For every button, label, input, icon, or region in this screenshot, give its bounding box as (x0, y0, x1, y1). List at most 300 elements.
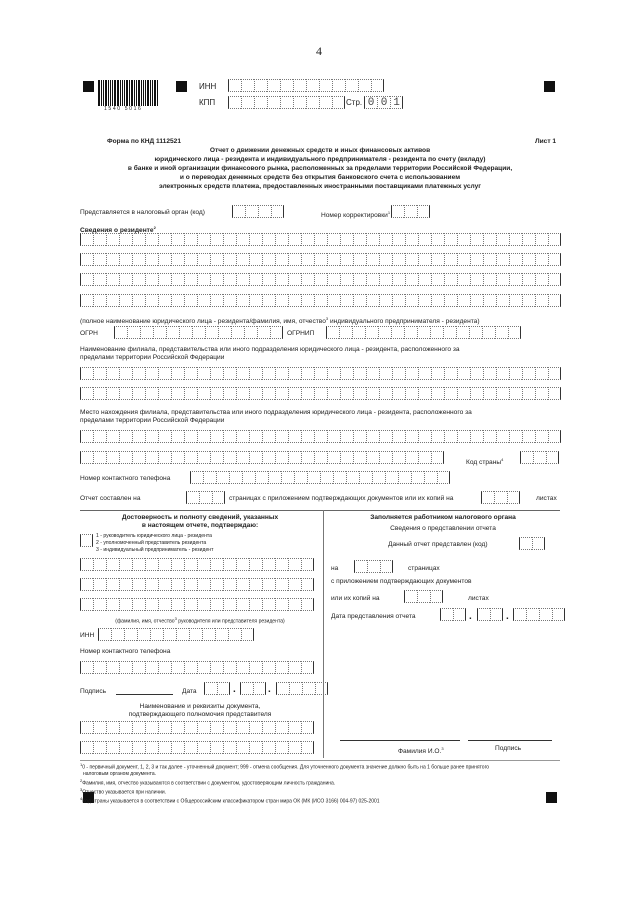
input-cell[interactable] (249, 294, 262, 307)
input-cell[interactable] (249, 741, 262, 754)
presentation-day-cells[interactable] (440, 608, 466, 621)
input-cell[interactable] (535, 253, 548, 266)
input-cell[interactable] (392, 273, 405, 286)
input-cell[interactable] (249, 661, 262, 674)
input-cell[interactable] (522, 367, 535, 380)
input-cell[interactable] (184, 253, 197, 266)
input-cell[interactable] (132, 273, 145, 286)
input-cell[interactable] (288, 430, 301, 443)
input-cell[interactable] (197, 253, 210, 266)
input-cell[interactable] (197, 558, 210, 571)
input-cell[interactable] (359, 471, 372, 484)
input-cell[interactable] (197, 721, 210, 734)
input-cell[interactable] (106, 721, 119, 734)
input-cell[interactable] (236, 558, 249, 571)
input-cell[interactable] (548, 430, 561, 443)
input-cell[interactable] (378, 326, 391, 339)
input-cell[interactable] (210, 430, 223, 443)
input-cell[interactable] (513, 608, 526, 621)
input-cell[interactable] (223, 233, 236, 246)
input-cell[interactable] (535, 430, 548, 443)
input-cell[interactable] (184, 598, 197, 611)
branch-location-row[interactable] (80, 430, 561, 443)
input-cell[interactable] (275, 578, 288, 591)
input-cell[interactable] (132, 558, 145, 571)
input-cell[interactable] (483, 273, 496, 286)
input-cell[interactable] (184, 578, 197, 591)
input-cell[interactable] (236, 598, 249, 611)
input-cell[interactable] (236, 741, 249, 754)
input-cell[interactable] (197, 294, 210, 307)
input-cell[interactable] (453, 608, 466, 621)
input-cell[interactable] (210, 233, 223, 246)
input-cell[interactable] (80, 430, 93, 443)
input-cell[interactable] (288, 451, 301, 464)
input-cell[interactable] (275, 387, 288, 400)
input-cell[interactable] (132, 578, 145, 591)
input-cell[interactable] (184, 741, 197, 754)
input-cell[interactable] (552, 608, 565, 621)
input-cell[interactable] (119, 233, 132, 246)
input-cell[interactable] (80, 558, 93, 571)
input-cell[interactable] (443, 326, 456, 339)
input-cell[interactable] (358, 79, 371, 92)
input-cell[interactable] (535, 294, 548, 307)
input-cell[interactable] (106, 661, 119, 674)
input-cell[interactable] (204, 682, 217, 695)
input-cell[interactable] (314, 253, 327, 266)
input-cell[interactable] (294, 471, 307, 484)
input-cell[interactable] (340, 430, 353, 443)
input-cell[interactable] (507, 491, 520, 504)
input-cell[interactable] (319, 96, 332, 109)
input-cell[interactable] (210, 387, 223, 400)
input-cell[interactable] (522, 253, 535, 266)
input-cell[interactable] (405, 273, 418, 286)
input-cell[interactable] (145, 233, 158, 246)
input-cell[interactable] (431, 253, 444, 266)
input-cell[interactable] (197, 273, 210, 286)
input-cell[interactable] (158, 741, 171, 754)
input-cell[interactable] (470, 253, 483, 266)
input-cell[interactable] (80, 578, 93, 591)
input-cell[interactable] (223, 273, 236, 286)
input-cell[interactable] (210, 578, 223, 591)
confirm-option-cell[interactable] (80, 534, 93, 547)
input-cell[interactable] (509, 367, 522, 380)
input-cell[interactable] (405, 253, 418, 266)
input-cell[interactable] (93, 294, 106, 307)
input-cell[interactable] (275, 721, 288, 734)
input-cell[interactable] (371, 79, 384, 92)
report-pages-cells[interactable] (186, 491, 225, 504)
input-cell[interactable] (288, 598, 301, 611)
branch-name-row[interactable] (80, 367, 561, 380)
input-cell[interactable] (327, 273, 340, 286)
input-cell[interactable] (137, 628, 150, 641)
input-cell[interactable] (203, 471, 216, 484)
input-cell[interactable] (80, 367, 93, 380)
input-cell[interactable] (205, 326, 218, 339)
input-cell[interactable] (444, 430, 457, 443)
input-cell[interactable] (132, 451, 145, 464)
input-cell[interactable] (197, 661, 210, 674)
input-cell[interactable] (184, 721, 197, 734)
input-cell[interactable] (249, 253, 262, 266)
input-cell[interactable] (496, 273, 509, 286)
input-cell[interactable] (223, 294, 236, 307)
input-cell[interactable] (301, 430, 314, 443)
input-cell[interactable] (457, 367, 470, 380)
input-cell[interactable] (262, 430, 275, 443)
input-cell[interactable] (262, 578, 275, 591)
input-cell[interactable] (132, 294, 145, 307)
input-cell[interactable] (114, 326, 127, 339)
input-cell[interactable] (210, 598, 223, 611)
input-cell[interactable] (385, 471, 398, 484)
input-cell[interactable] (145, 253, 158, 266)
input-cell[interactable] (184, 273, 197, 286)
input-cell[interactable] (398, 471, 411, 484)
input-cell[interactable] (288, 721, 301, 734)
input-cell[interactable] (509, 294, 522, 307)
input-cell[interactable] (236, 253, 249, 266)
signer-phone-cells[interactable] (80, 661, 314, 674)
input-cell[interactable] (522, 387, 535, 400)
input-cell[interactable] (346, 471, 359, 484)
input-cell[interactable] (275, 451, 288, 464)
input-cell[interactable] (192, 326, 205, 339)
input-cell[interactable] (93, 721, 106, 734)
input-cell[interactable] (106, 451, 119, 464)
input-cell[interactable] (418, 233, 431, 246)
input-cell[interactable] (280, 79, 293, 92)
input-cell[interactable] (171, 661, 184, 674)
input-cell[interactable] (262, 741, 275, 754)
input-cell[interactable] (241, 79, 254, 92)
input-cell[interactable] (262, 253, 275, 266)
input-cell[interactable] (184, 661, 197, 674)
input-cell[interactable] (495, 326, 508, 339)
input-cell[interactable] (145, 273, 158, 286)
input-cell[interactable] (483, 387, 496, 400)
input-cell[interactable] (301, 721, 314, 734)
branch-location-row[interactable] (80, 451, 444, 464)
input-cell[interactable] (431, 273, 444, 286)
input-cell[interactable] (288, 578, 301, 591)
input-cell[interactable] (302, 682, 315, 695)
input-cell[interactable] (171, 721, 184, 734)
input-cell[interactable] (158, 558, 171, 571)
input-cell[interactable] (444, 273, 457, 286)
input-cell[interactable] (228, 79, 241, 92)
input-cell[interactable] (80, 253, 93, 266)
input-cell[interactable] (411, 471, 424, 484)
input-cell[interactable] (548, 294, 561, 307)
input-cell[interactable] (301, 387, 314, 400)
input-cell[interactable] (229, 471, 242, 484)
input-cell[interactable] (249, 578, 262, 591)
input-cell[interactable] (301, 598, 314, 611)
input-cell[interactable] (430, 326, 443, 339)
input-cell[interactable] (119, 294, 132, 307)
input-cell[interactable] (171, 253, 184, 266)
input-cell[interactable] (353, 430, 366, 443)
input-cell[interactable] (223, 451, 236, 464)
input-cell[interactable] (171, 430, 184, 443)
input-cell[interactable] (242, 471, 255, 484)
input-cell[interactable] (236, 721, 249, 734)
input-cell[interactable] (223, 367, 236, 380)
input-cell[interactable] (145, 367, 158, 380)
input-cell[interactable] (184, 367, 197, 380)
input-cell[interactable] (366, 294, 379, 307)
input-cell[interactable] (127, 326, 140, 339)
input-cell[interactable] (353, 294, 366, 307)
input-cell[interactable] (288, 273, 301, 286)
input-cell[interactable] (93, 578, 106, 591)
input-cell[interactable] (307, 471, 320, 484)
input-cell[interactable] (171, 273, 184, 286)
input-cell[interactable] (391, 326, 404, 339)
input-cell[interactable] (353, 273, 366, 286)
input-cell[interactable] (444, 367, 457, 380)
input-cell[interactable] (93, 273, 106, 286)
input-cell[interactable] (546, 451, 559, 464)
input-cell[interactable] (418, 430, 431, 443)
input-cell[interactable] (158, 578, 171, 591)
input-cell[interactable] (301, 294, 314, 307)
input-cell[interactable] (184, 430, 197, 443)
input-cell[interactable] (176, 628, 189, 641)
input-cell[interactable] (98, 628, 111, 641)
input-cell[interactable] (80, 451, 93, 464)
input-cell[interactable] (190, 471, 203, 484)
resident-name-row[interactable] (80, 273, 561, 286)
input-cell[interactable] (93, 661, 106, 674)
input-cell[interactable] (184, 294, 197, 307)
input-cell[interactable] (119, 367, 132, 380)
input-cell[interactable] (111, 628, 124, 641)
input-cell[interactable] (280, 96, 293, 109)
input-cell[interactable] (249, 387, 262, 400)
input-cell[interactable] (483, 430, 496, 443)
input-cell[interactable] (262, 721, 275, 734)
input-cell[interactable] (535, 233, 548, 246)
input-cell[interactable] (496, 367, 509, 380)
input-cell[interactable] (119, 661, 132, 674)
input-cell[interactable] (431, 367, 444, 380)
input-cell[interactable] (392, 233, 405, 246)
input-cell[interactable] (353, 253, 366, 266)
input-cell[interactable] (353, 233, 366, 246)
input-cell[interactable] (93, 367, 106, 380)
presented-code-cells[interactable] (519, 537, 545, 550)
input-cell[interactable] (184, 451, 197, 464)
input-cell[interactable] (145, 578, 158, 591)
input-cell[interactable] (405, 451, 418, 464)
input-cell[interactable] (327, 253, 340, 266)
input-cell[interactable] (240, 682, 253, 695)
input-cell[interactable] (236, 294, 249, 307)
input-cell[interactable] (431, 430, 444, 443)
input-cell[interactable] (509, 233, 522, 246)
input-cell[interactable] (197, 387, 210, 400)
input-cell[interactable] (509, 387, 522, 400)
input-cell[interactable] (197, 367, 210, 380)
input-cell[interactable] (320, 471, 333, 484)
input-cell[interactable] (80, 741, 93, 754)
input-cell[interactable] (457, 273, 470, 286)
input-cell[interactable] (223, 253, 236, 266)
input-cell[interactable] (210, 661, 223, 674)
input-cell[interactable] (262, 387, 275, 400)
input-cell[interactable] (253, 682, 266, 695)
input-cell[interactable] (199, 491, 212, 504)
input-cell[interactable] (482, 326, 495, 339)
input-cell[interactable] (215, 628, 228, 641)
ogrn-cells[interactable] (114, 326, 283, 339)
input-cell[interactable] (276, 682, 289, 695)
input-cell[interactable] (236, 661, 249, 674)
input-cell[interactable] (288, 294, 301, 307)
input-cell[interactable] (353, 451, 366, 464)
input-cell[interactable] (150, 628, 163, 641)
input-cell[interactable] (430, 590, 443, 603)
input-cell[interactable] (93, 741, 106, 754)
phone-cells[interactable] (190, 471, 450, 484)
input-cell[interactable] (210, 721, 223, 734)
input-cell[interactable] (301, 233, 314, 246)
input-cell[interactable] (80, 233, 93, 246)
inn-cells[interactable] (228, 79, 384, 92)
input-cell[interactable] (241, 96, 254, 109)
input-cell[interactable] (106, 273, 119, 286)
input-cell[interactable] (288, 253, 301, 266)
input-cell[interactable] (145, 741, 158, 754)
input-cell[interactable] (171, 451, 184, 464)
input-cell[interactable] (431, 387, 444, 400)
input-cell[interactable] (332, 96, 345, 109)
input-cell[interactable] (314, 430, 327, 443)
input-cell[interactable] (106, 430, 119, 443)
input-cell[interactable] (145, 451, 158, 464)
input-cell[interactable] (444, 294, 457, 307)
input-cell[interactable] (171, 294, 184, 307)
input-cell[interactable] (254, 96, 267, 109)
input-cell[interactable] (119, 387, 132, 400)
signer-name-row[interactable] (80, 598, 314, 611)
input-cell[interactable] (405, 387, 418, 400)
authority-doc-row[interactable] (80, 741, 314, 754)
input-cell[interactable] (184, 233, 197, 246)
input-cell[interactable] (145, 430, 158, 443)
input-cell[interactable] (145, 721, 158, 734)
input-cell[interactable] (249, 430, 262, 443)
input-cell[interactable] (262, 598, 275, 611)
input-cell[interactable] (457, 387, 470, 400)
input-cell[interactable] (262, 294, 275, 307)
input-cell[interactable] (417, 205, 430, 218)
input-cell[interactable] (327, 233, 340, 246)
input-cell[interactable] (366, 387, 379, 400)
input-cell[interactable] (470, 387, 483, 400)
input-cell[interactable] (306, 79, 319, 92)
input-cell[interactable] (268, 471, 281, 484)
input-cell[interactable] (404, 205, 417, 218)
input-cell[interactable] (404, 590, 417, 603)
country-code-cells[interactable] (520, 451, 559, 464)
input-cell[interactable] (490, 608, 503, 621)
input-cell[interactable] (520, 451, 533, 464)
input-cell[interactable] (391, 205, 404, 218)
input-cell[interactable] (249, 721, 262, 734)
presentation-year-cells[interactable] (513, 608, 565, 621)
input-cell[interactable] (171, 741, 184, 754)
input-cell[interactable] (533, 451, 546, 464)
input-cell[interactable] (496, 387, 509, 400)
input-cell[interactable] (171, 598, 184, 611)
input-cell[interactable] (236, 387, 249, 400)
input-cell[interactable] (483, 294, 496, 307)
input-cell[interactable] (456, 326, 469, 339)
input-cell[interactable] (508, 326, 521, 339)
input-cell[interactable] (275, 661, 288, 674)
input-cell[interactable] (119, 578, 132, 591)
input-cell[interactable] (301, 253, 314, 266)
input-cell[interactable] (80, 661, 93, 674)
input-cell[interactable] (158, 367, 171, 380)
input-cell[interactable] (548, 367, 561, 380)
input-cell[interactable] (301, 741, 314, 754)
input-cell[interactable] (314, 273, 327, 286)
input-cell[interactable] (424, 471, 437, 484)
input-cell[interactable] (509, 430, 522, 443)
input-cell[interactable] (249, 233, 262, 246)
input-cell[interactable] (470, 294, 483, 307)
input-cell[interactable] (153, 326, 166, 339)
input-cell[interactable] (119, 741, 132, 754)
input-cell[interactable] (519, 537, 532, 550)
input-cell[interactable] (106, 578, 119, 591)
input-cell[interactable] (352, 326, 365, 339)
input-cell[interactable] (275, 558, 288, 571)
input-cell[interactable] (158, 253, 171, 266)
input-cell[interactable] (522, 233, 535, 246)
date-year-cells[interactable] (276, 682, 328, 695)
input-cell[interactable] (132, 233, 145, 246)
input-cell[interactable] (288, 558, 301, 571)
input-cell[interactable] (158, 430, 171, 443)
input-cell[interactable] (236, 233, 249, 246)
input-cell[interactable] (217, 682, 230, 695)
input-cell[interactable] (212, 491, 225, 504)
input-cell[interactable] (470, 367, 483, 380)
input-cell[interactable] (340, 273, 353, 286)
input-cell[interactable] (244, 326, 257, 339)
input-cell[interactable] (496, 253, 509, 266)
input-cell[interactable] (275, 430, 288, 443)
input-cell[interactable] (275, 367, 288, 380)
input-cell[interactable] (258, 205, 271, 218)
input-cell[interactable] (366, 253, 379, 266)
input-cell[interactable] (431, 451, 444, 464)
input-cell[interactable] (210, 253, 223, 266)
resident-name-row[interactable] (80, 294, 561, 307)
input-cell[interactable] (223, 741, 236, 754)
input-cell[interactable] (223, 598, 236, 611)
input-cell[interactable] (457, 294, 470, 307)
